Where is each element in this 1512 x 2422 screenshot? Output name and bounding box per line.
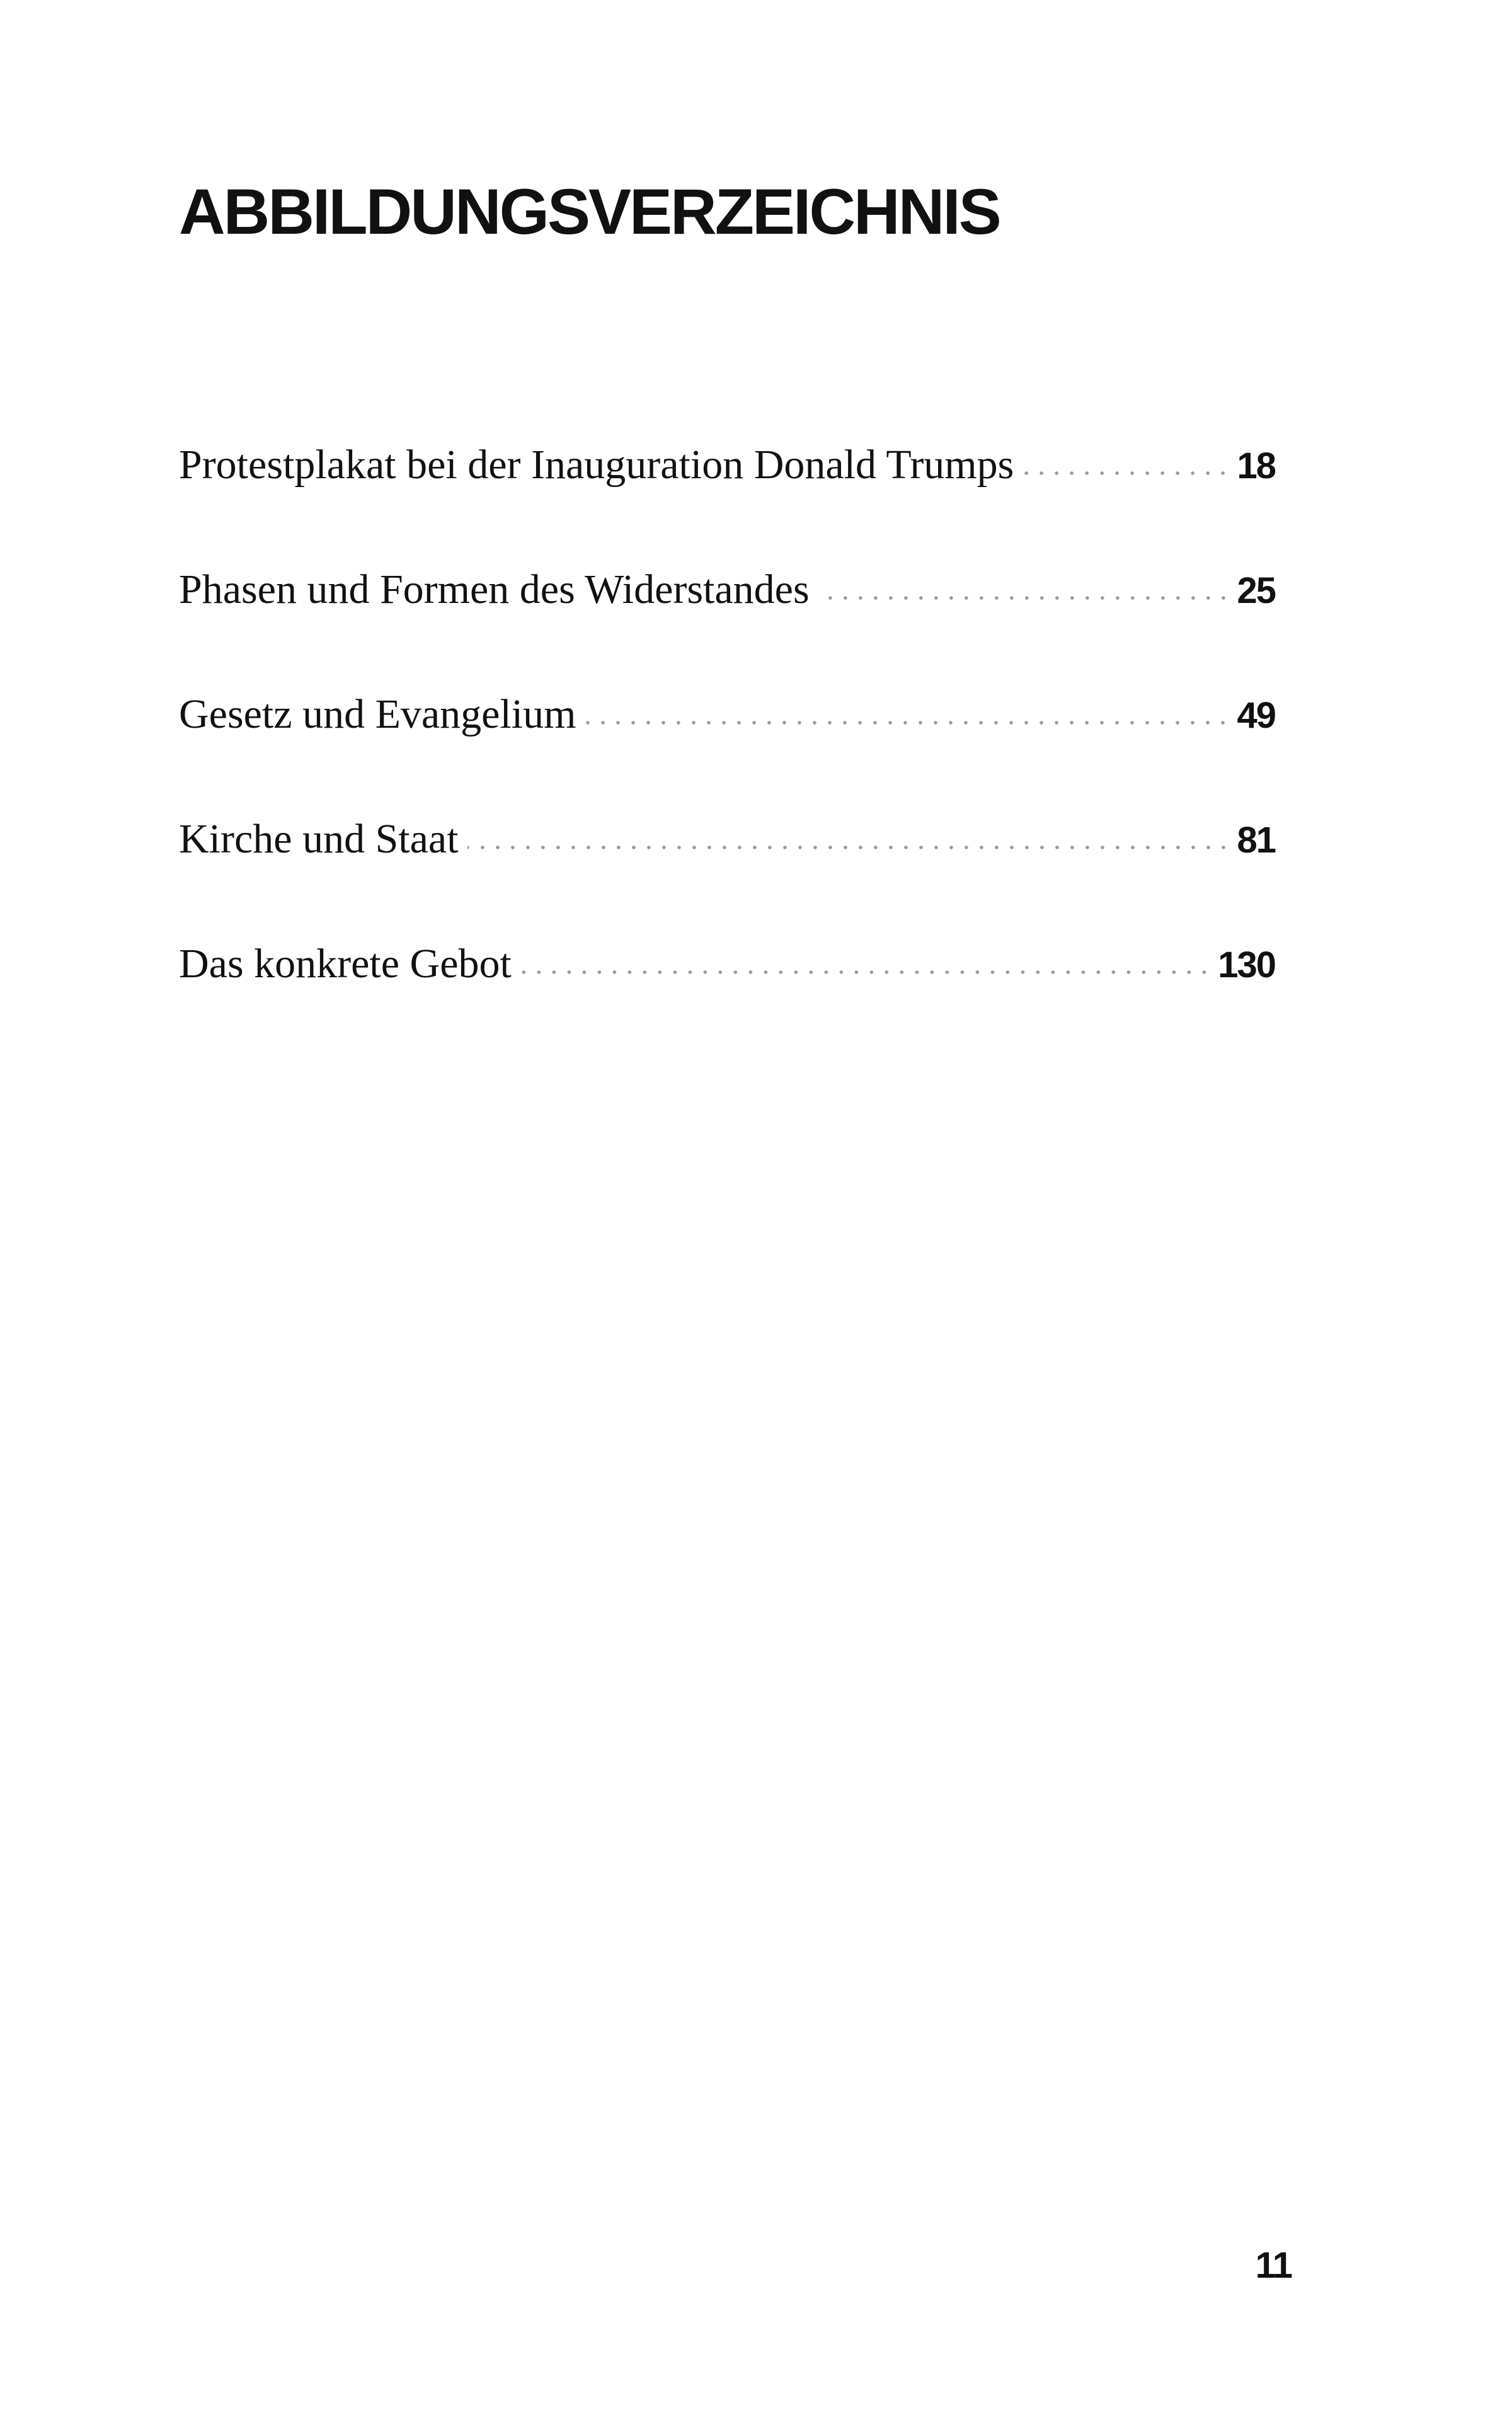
list-of-figures [179, 444, 1275, 1068]
entry-title: Phasen und Formen des Widerstandes [179, 566, 810, 612]
entry-page-number: 81 [1237, 820, 1275, 861]
entry-title: Gesetz und Evangelium [179, 691, 576, 737]
dot-leader [520, 970, 1211, 975]
dot-leader [1022, 471, 1230, 476]
toc-entry [179, 943, 1275, 1068]
entry-title: Protestplakat bei der Inauguration Donald Trumps [179, 442, 1014, 488]
entry-page-number: 130 [1218, 944, 1275, 985]
entry-title: Kirche und Staat [179, 816, 459, 862]
entry-page-number: 25 [1237, 570, 1275, 611]
entry-page-number: 18 [1237, 445, 1275, 486]
toc-entry [179, 566, 1275, 694]
dot-leader [467, 845, 1231, 850]
dot-leader [585, 720, 1230, 725]
toc-entry [179, 818, 1275, 943]
page-number: 11 [1255, 2245, 1292, 2286]
toc-entry [179, 691, 1275, 818]
page-title: ABBILDUNGSVERZEICHNIS [179, 176, 1000, 248]
entry-page-number: 49 [1237, 695, 1275, 736]
dot-leader [818, 595, 1231, 600]
entry-title: Das konkrete Gebot [179, 941, 512, 987]
toc-entry [179, 444, 1275, 569]
